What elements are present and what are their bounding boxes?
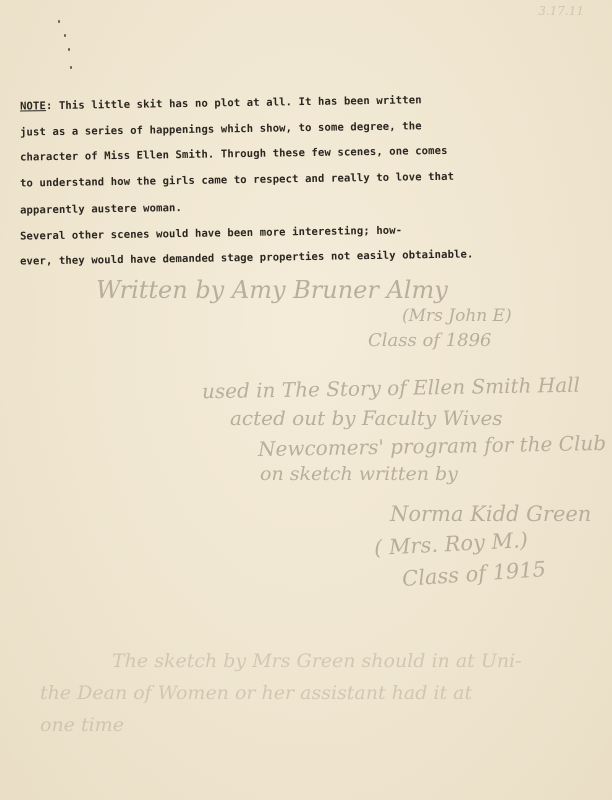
handwritten-second-author: Norma Kidd Green [390, 502, 592, 526]
paper-speck [68, 48, 70, 51]
typed-line-5: apparently austere woman. [19, 202, 183, 217]
paper-speck [58, 20, 60, 23]
handwritten-acted-out: acted out by Faculty Wives [230, 406, 503, 430]
paper-speck [70, 66, 72, 69]
handwritten-sketch-by: on sketch written by [260, 463, 458, 485]
typed-line-3: character of Miss Ellen Smith. Through these few scenes, one comes [19, 144, 448, 164]
typed-line-4: to understand how the girls came to respect and really to love that [19, 170, 455, 190]
handwritten-second-author-husband: ( Mrs. Roy M.) [373, 527, 529, 561]
typed-line-7: ever, they would have demanded stage properties not easily obtainable. [19, 248, 474, 268]
handwritten-note-line-2: the Dean of Women or her assistant had it at [40, 682, 473, 704]
handwritten-note-line-1: The sketch by Mrs Green should in at Uni- [112, 650, 522, 672]
handwritten-author: Written by Amy Bruner Almy [96, 276, 448, 304]
handwritten-used-in: used in The Story of Ellen Smith Hall [201, 372, 581, 404]
handwritten-newcomers: Newcomers' program for the Club [257, 430, 607, 462]
note-label: NOTE [19, 100, 47, 113]
handwritten-class-1896: Class of 1896 [368, 330, 492, 351]
corner-mark: 3.17.11 [538, 4, 584, 18]
handwritten-class-1915: Class of 1915 [401, 557, 547, 591]
typed-line-6: Several other scenes would have been more interesting; how- [19, 224, 403, 243]
typed-line-2: just as a series of happenings which show, to some degree, the [19, 120, 422, 139]
typed-line-1 [20, 91, 600, 112]
handwritten-note-line-3: one time [40, 714, 124, 736]
note-text: : This little skit has no plot at all. It has been written [45, 94, 422, 113]
paper-speck [64, 34, 66, 37]
handwritten-author-husband: (Mrs John E) [402, 306, 512, 326]
